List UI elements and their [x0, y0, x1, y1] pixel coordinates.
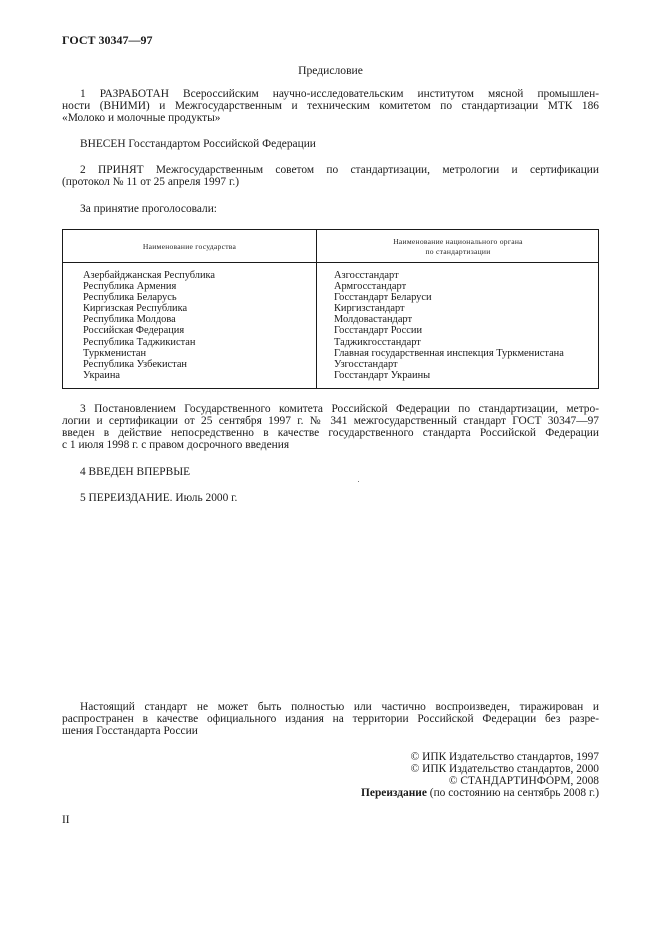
table-cell-state: Республика Беларусь: [83, 292, 177, 304]
p3-line-3: введен в действие непосредственно в качестве государственного стандарта Российской Федерации: [62, 427, 599, 439]
document-code: ГОСТ 30347—97: [62, 33, 153, 47]
table-header-rule: [63, 262, 598, 263]
table-column-states: [83, 270, 215, 381]
table-cell-state: Республика Узбекистан: [83, 358, 187, 370]
notice-line-2: распространен в качестве официального издания на территории Российской Федерации без разре-: [62, 713, 599, 725]
table-cell-body: Госстандарт Украины: [334, 369, 431, 381]
reissue-bold: Переиздание: [361, 787, 427, 799]
table-column-bodies: [334, 270, 564, 381]
table-cell-state: Украина: [83, 369, 121, 381]
table-cell-state: Туркменистан: [83, 347, 147, 359]
table-cell-body: Армгосстандарт: [334, 281, 407, 293]
table-header-state: Наименование государства: [142, 242, 237, 251]
table-cell-state: Киргизская Республика: [83, 303, 188, 315]
scan-dot: [358, 481, 359, 482]
table-cell-state: Азербайджанская Республика: [83, 270, 216, 281]
p2-line-2: (протокол № 11 от 25 апреля 1997 г.): [62, 176, 240, 188]
table-header-body: [317, 237, 599, 256]
p1-line-2: ности (ВНИМИ) и Межгосударственным и техническим комитетом по стандартизации МТК 186: [62, 100, 599, 112]
reissue-note: [361, 788, 599, 800]
page-number: II: [62, 814, 70, 826]
notice-line-3: шения Госстандарта России: [62, 725, 198, 737]
table-header-body-line-1: Наименование национального органа: [393, 237, 523, 246]
table-cell-body: Госстандарт Беларуси: [334, 292, 432, 304]
table-cell-body: Азгосстандарт: [334, 270, 399, 281]
p-vnesen: ВНЕСЕН Госстандартом Российской Федерации: [80, 138, 316, 150]
table-cell-body: Таджикгосстандарт: [334, 336, 421, 348]
table-cell-state: Республика Молдова: [83, 314, 176, 326]
copyright-2008: © СТАНДАРТИНФОРМ, 2008: [448, 775, 599, 787]
table-cell-body: Госстандарт России: [334, 325, 423, 337]
table-cell-state: Республика Таджикистан: [83, 336, 196, 348]
table-cell-body: Молдовастандарт: [334, 314, 413, 326]
p3-line-4: с 1 июля 1998 г. с правом досрочного введения: [62, 439, 290, 451]
table-header-body-line-2: по стандартизации: [425, 246, 491, 256]
p2-line-1: 2 ПРИНЯТ Межгосударственным советом по стандартизации, метрологии и сертификации: [80, 164, 599, 176]
p3-line-2: логии и сертификации от 25 сентября 1997 г. № 341 межгосударственный стандарт ГОСТ 30347—97: [62, 415, 599, 427]
table-cell-state: Российская Федерация: [83, 325, 185, 337]
table-cell-body: Киргизстандарт: [334, 303, 405, 315]
p3-line-1: 3 Постановлением Государственного комитета Российской Федерации по стандартизации, метро-: [80, 403, 599, 415]
p1-line-3: «Молоко и молочные продукты»: [62, 112, 221, 124]
table-cell-body: Главная государственная инспекция Туркменистана: [334, 347, 564, 359]
copyright-1997: © ИПК Издательство стандартов, 1997: [410, 751, 599, 763]
foreword-title: Предисловие: [298, 64, 363, 77]
p1-line-1: 1 РАЗРАБОТАН Всероссийским научно-исследовательским институтом мясной промышлен-: [80, 88, 599, 100]
p4-first-edition: 4 ВВЕДЕН ВПЕРВЫЕ: [80, 466, 191, 478]
reissue-rest: (по состоянию на сентябрь 2008 г.): [426, 787, 599, 799]
voting-table: [62, 229, 599, 389]
copyright-2000: © ИПК Издательство стандартов, 2000: [410, 763, 599, 775]
notice-line-1: Настоящий стандарт не может быть полностью или частично воспроизведен, тиражирован и: [80, 701, 599, 713]
table-cell-body: Узгосстандарт: [334, 358, 398, 370]
voted-label: За принятие проголосовали:: [80, 203, 217, 215]
table-cell-state: Республика Армения: [83, 281, 177, 293]
p5-reissue: 5 ПЕРЕИЗДАНИЕ. Июль 2000 г.: [80, 492, 238, 504]
